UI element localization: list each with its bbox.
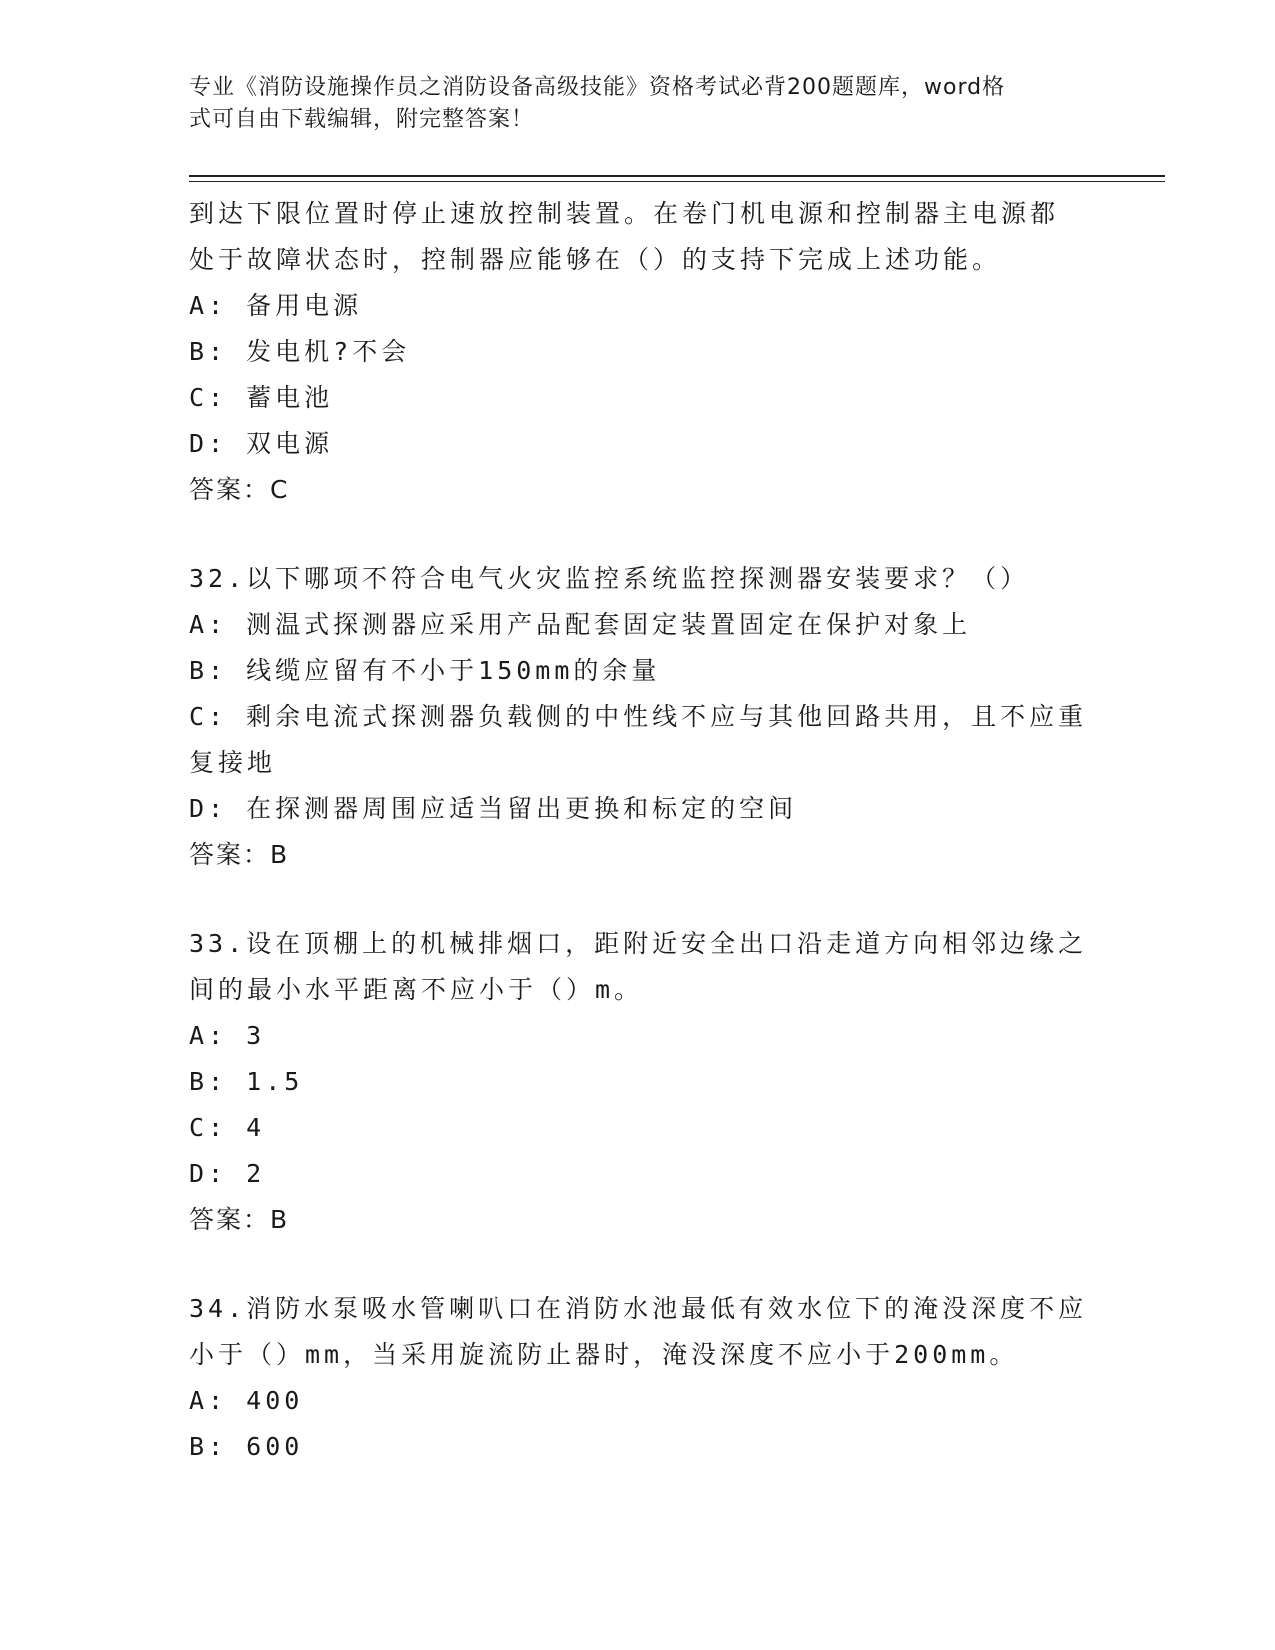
option-b: B: 600 (189, 1432, 304, 1461)
question-34 (189, 1286, 1089, 1470)
option-c: C: 剩余电流式探测器负载侧的中性线不应与其他回路共用，且不应重 (189, 702, 1088, 731)
question-text: 小于（）mm，当采用旋流防止器时，淹没深度不应小于200mm。 (189, 1340, 1019, 1369)
header-title-line-1: 专业《消防设施操作员之消防设备高级技能》资格考试必背200题题库，word格 (189, 75, 1006, 100)
question-text: 到达下限位置时停止速放控制装置。在卷门机电源和控制器主电源都 (189, 199, 1060, 228)
option-a: A: 400 (189, 1386, 304, 1415)
spacer (189, 513, 1089, 556)
document-header (189, 72, 1069, 136)
answer: 答案：B (189, 1205, 290, 1234)
question-text: 间的最小水平距离不应小于（）m。 (189, 975, 644, 1004)
option-d: D: 在探测器周围应适当留出更换和标定的空间 (189, 794, 798, 823)
option-a: A: 3 (189, 1021, 266, 1050)
option-b: B: 线缆应留有不小于150mm的余量 (189, 656, 661, 685)
spacer (189, 1243, 1089, 1286)
question-31 (189, 191, 1089, 513)
option-d: D: 2 (189, 1159, 266, 1188)
option-b: B: 发电机?不会 (189, 337, 411, 366)
option-a: A: 备用电源 (189, 291, 363, 320)
answer: 答案：B (189, 840, 290, 869)
spacer (189, 878, 1089, 921)
option-c-continued: 复接地 (189, 748, 277, 777)
option-a: A: 测温式探测器应采用产品配套固定装置固定在保护对象上 (189, 610, 972, 639)
question-text: 处于故障状态时，控制器应能够在（）的支持下完成上述功能。 (189, 245, 1002, 274)
question-text: 32.以下哪项不符合电气火灾监控系统监控探测器安装要求？（） (189, 564, 1030, 593)
question-text: 33.设在顶棚上的机械排烟口，距附近安全出口沿走道方向相邻边缘之 (189, 929, 1088, 958)
answer: 答案：C (189, 475, 290, 504)
option-b: B: 1.5 (189, 1067, 304, 1096)
option-d: D: 双电源 (189, 429, 334, 458)
header-divider-thick (189, 175, 1165, 177)
option-c: C: 4 (189, 1113, 266, 1142)
header-title-line-2: 式可自由下载编辑，附完整答案！ (189, 107, 535, 132)
option-c: C: 蓄电池 (189, 383, 334, 412)
question-32 (189, 556, 1089, 878)
header-divider-thin (189, 181, 1165, 182)
question-text: 34.消防水泵吸水管喇叭口在消防水池最低有效水位下的淹没深度不应 (189, 1294, 1088, 1323)
question-list (189, 191, 1089, 1470)
question-33 (189, 921, 1089, 1243)
